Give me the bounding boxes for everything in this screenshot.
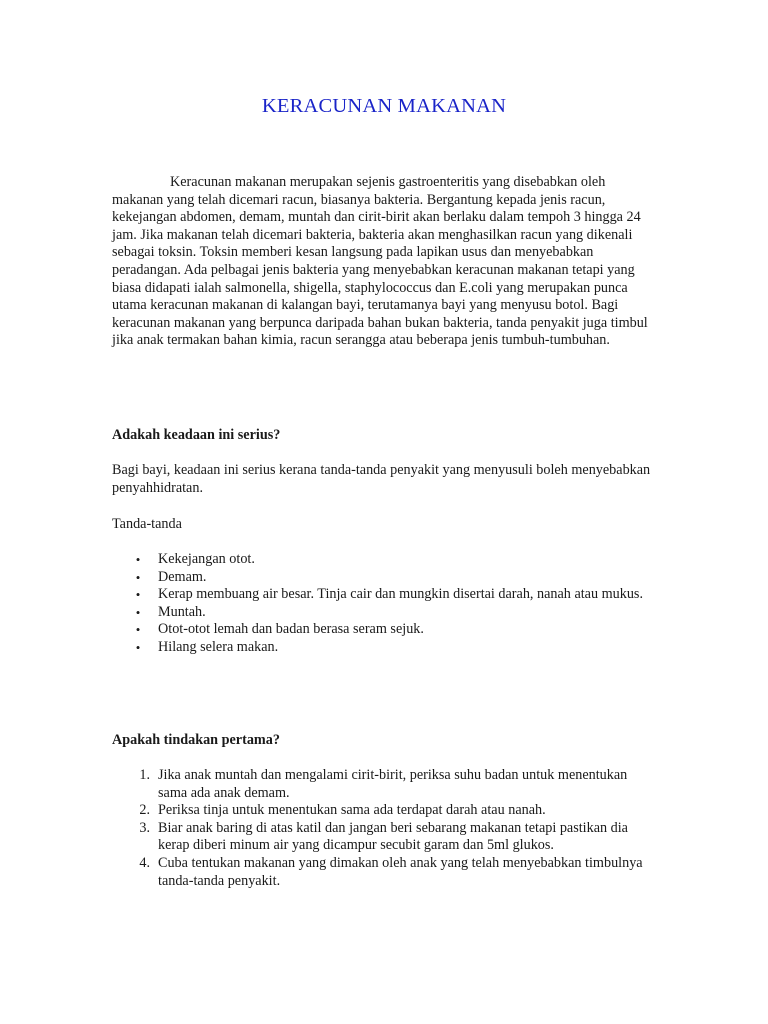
step-number: 3. <box>139 819 150 836</box>
intro-paragraph: Keracunan makanan merupakan sejenis gastroenteritis yang disebabkan oleh makanan yang telah dicemari racun, biasanya bakteria. Bergantung kepada jenis racun, kekejangan abdomen, demam, muntah dan cirit-birit akan berlaku dalam tempoh 3 hingga 24 jam. Jika makanan telah dicemari bakteria, bakteria akan menghasilkan racun yang dikenali sebagai toksin. Toksin memberi kesan langsung pada lapikan usus dan menyebabkan peradangan. Ada pelbagai jenis bakteria yang menyebabkan keracunan makanan tetapi yang biasa didapati ialah salmonella, shigella, staphylococcus dan E.coli yang merupakan punca utama keracunan makanan di kalangan bayi, terutamanya bayi yang menyusu botol. Bagi keracunan makanan yang berpunca daripada bahan bukan bakteria, tanda penyakit juga timbul jika anak termakan bahan kimia, racun serangga atau beberapa jenis tumbuh-tumbuhan. <box>112 174 648 349</box>
list-item <box>112 639 652 657</box>
list-item <box>112 621 652 639</box>
list-item-text: Cuba tentukan makanan yang dimakan oleh anak yang telah menyebabkan timbulnya tanda-tanda penyakit. <box>158 854 643 889</box>
serious-paragraph: Bagi bayi, keadaan ini serius kerana tanda-tanda penyakit yang menyusuli boleh menyebabkan penyahhidratan. <box>112 462 651 496</box>
bullet-icon: • <box>135 604 141 620</box>
signs-label: Tanda-tanda <box>112 516 182 532</box>
list-item-text: Muntah. <box>158 603 206 620</box>
step-number: 4. <box>139 854 150 871</box>
section-heading-serious: Adakah keadaan ini serius? <box>112 427 281 443</box>
list-item <box>112 551 652 569</box>
list-item-text: Jika anak muntah dan mengalami cirit-birit, periksa suhu badan untuk menentukan sama ada anak demam. <box>158 767 628 801</box>
list-item <box>112 604 652 622</box>
document-title: KERACUNAN MAKANAN <box>261 95 507 117</box>
bullet-icon: • <box>135 639 141 655</box>
section-heading-first-action: Apakah tindakan pertama? <box>112 732 280 748</box>
signs-list <box>112 551 652 657</box>
bullet-icon: • <box>135 587 141 603</box>
list-item <box>112 569 652 587</box>
list-item <box>112 820 652 855</box>
step-number: 2. <box>139 802 150 819</box>
list-item-text: Otot-otot lemah dan badan berasa seram sejuk. <box>158 621 424 638</box>
list-item <box>112 855 652 890</box>
bullet-icon: • <box>135 622 141 638</box>
list-item-text: Hilang selera makan. <box>158 638 279 655</box>
list-item-text: Kekejangan otot. <box>158 551 255 567</box>
steps-list <box>112 767 652 890</box>
list-item-text: Demam. <box>158 568 207 585</box>
step-number: 1. <box>139 767 150 783</box>
list-item-text: Biar anak baring di atas katil dan jangan beri sebarang makanan tetapi pastikan dia kerap diberi minum air yang dicampur secubit garam dan 5ml glukos. <box>158 819 628 854</box>
bullet-icon: • <box>135 569 141 585</box>
list-item-text: Kerap membuang air besar. Tinja cair dan mungkin disertai darah, nanah atau mukus. <box>158 586 643 603</box>
list-item-text: Periksa tinja untuk menentukan sama ada terdapat darah atau nanah. <box>158 802 546 819</box>
bullet-icon: • <box>135 552 141 567</box>
list-item <box>112 802 652 820</box>
list-item <box>112 767 652 802</box>
list-item <box>112 586 652 604</box>
